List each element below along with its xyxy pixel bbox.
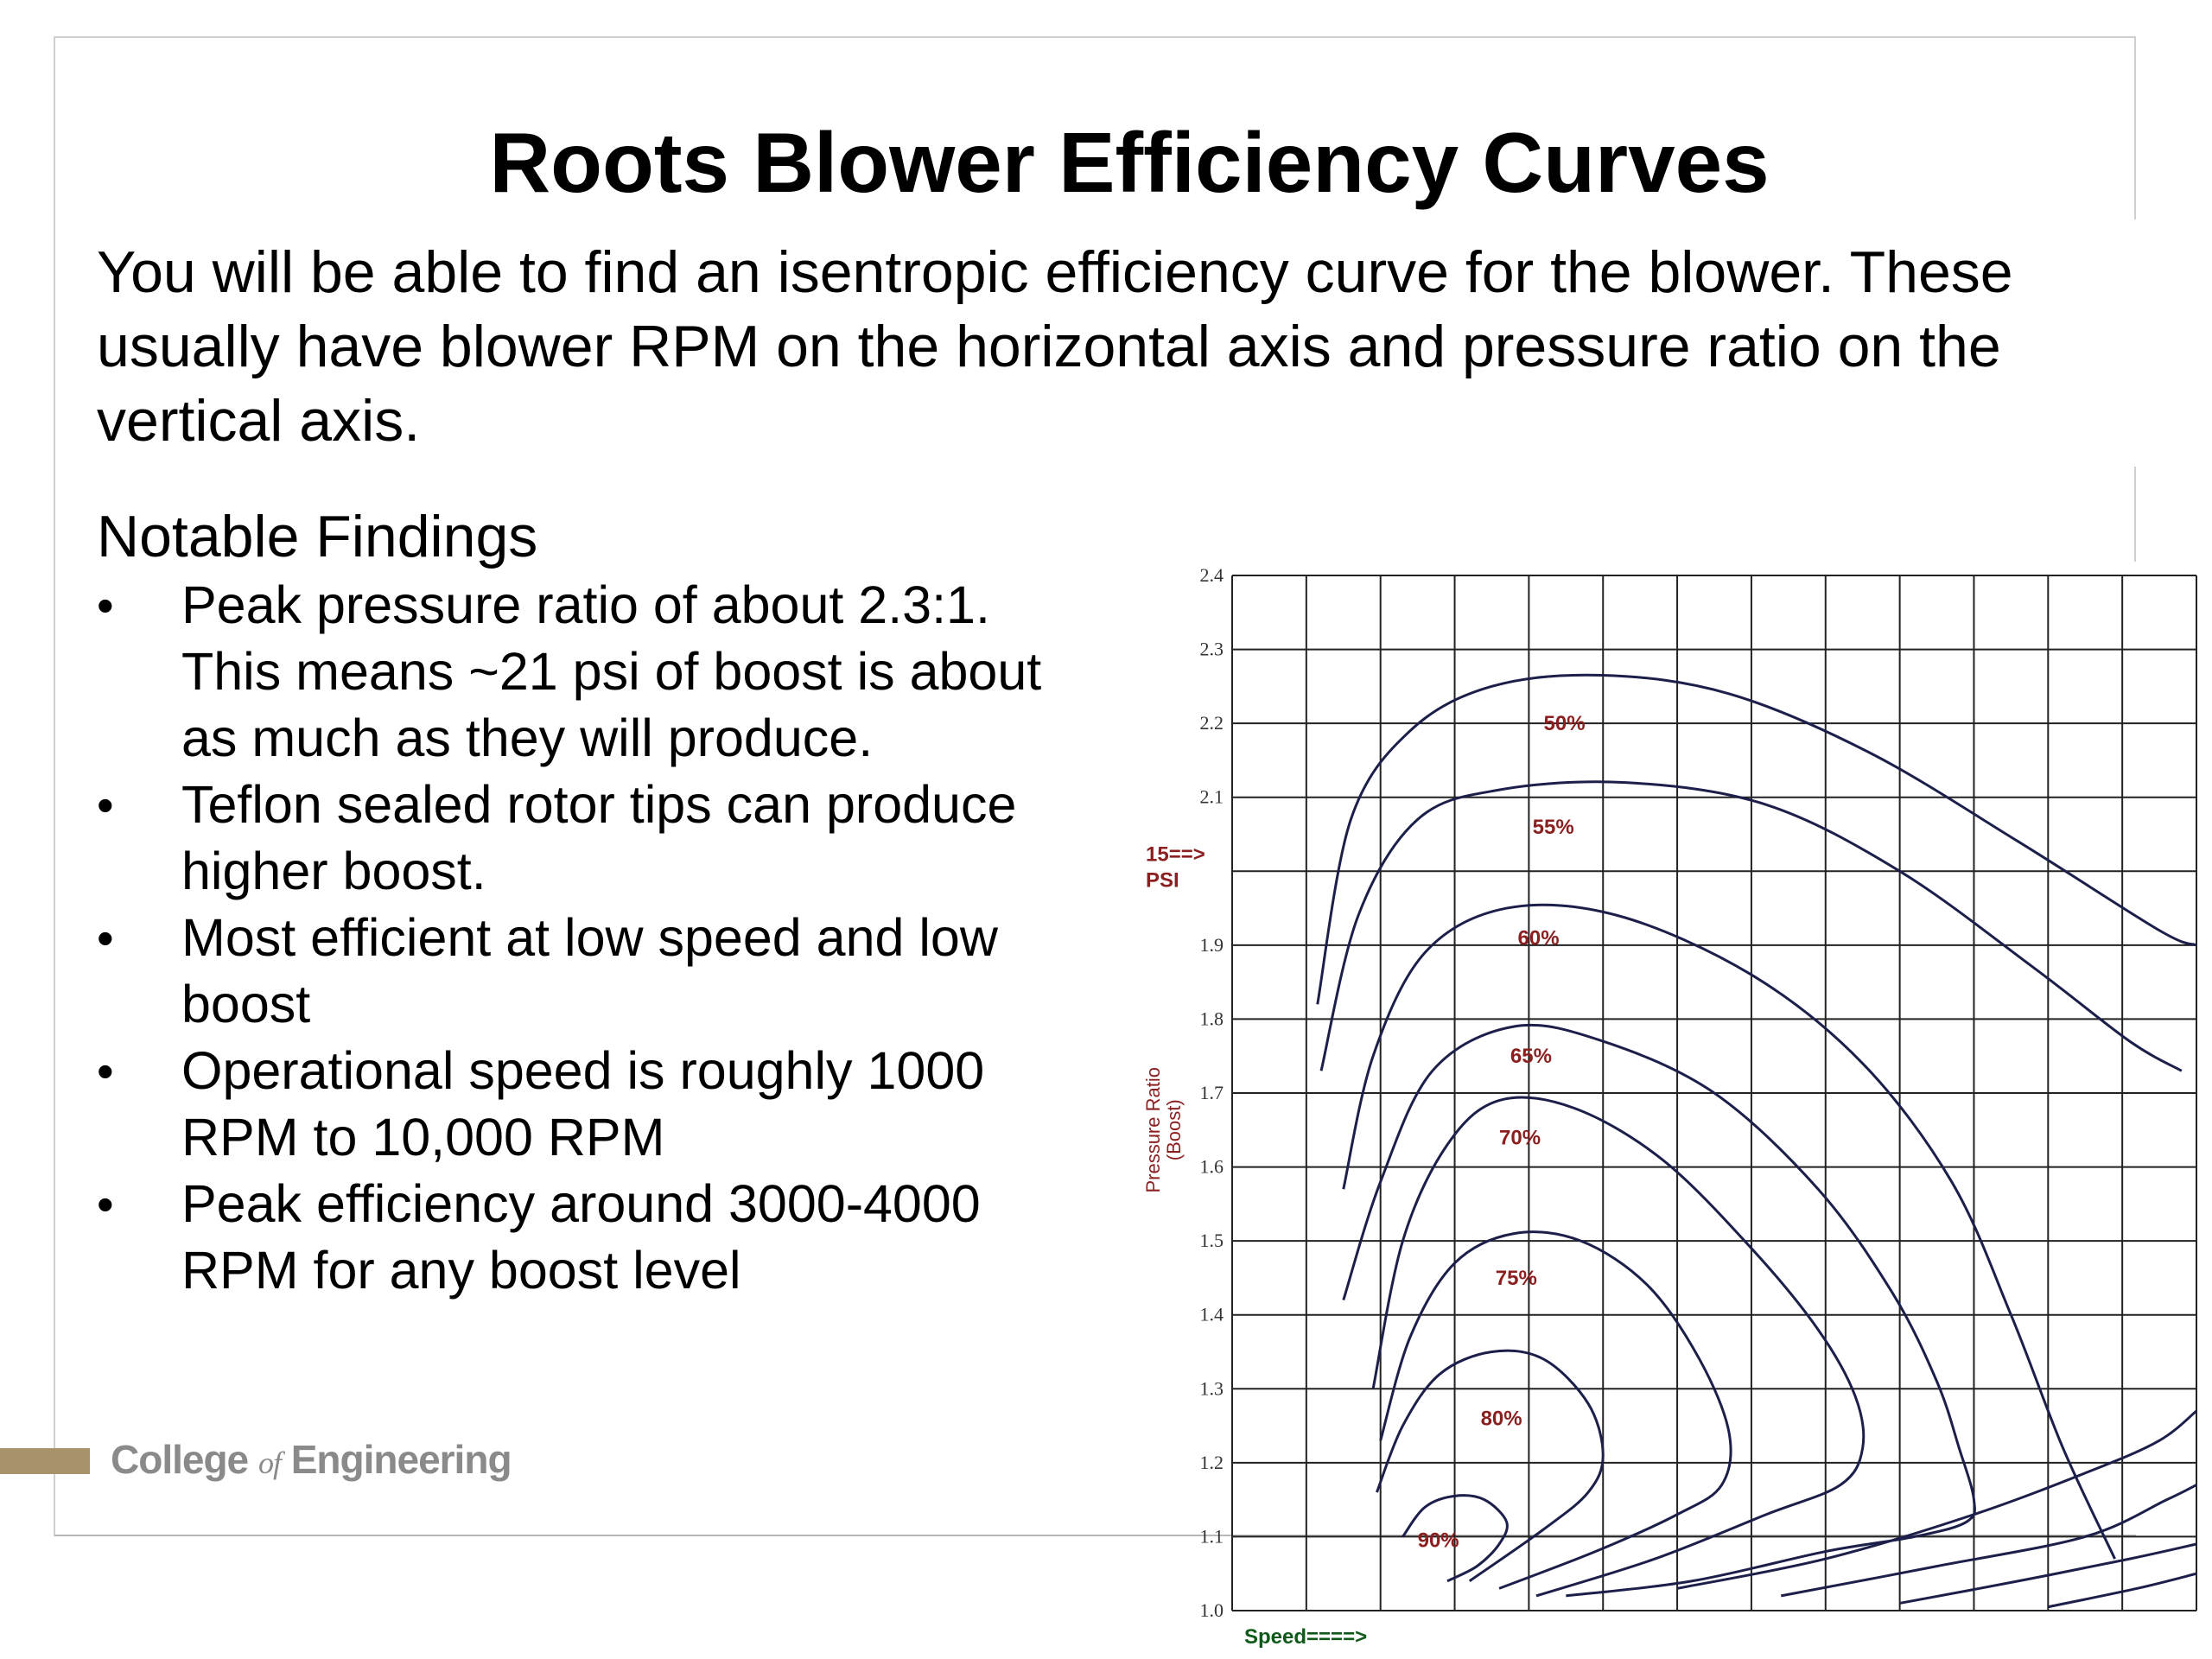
curve-label-65pct: 65% [1510,1045,1552,1069]
finding-line: RPM to 10,000 RPM [181,1108,665,1166]
bullet-icon: • [97,1177,114,1231]
finding-line: This means ~21 psi of boost is about [181,642,1042,701]
slide-frame-right-edge-lower [2134,467,2136,562]
y-tick-label: 1.2 [1199,1451,1224,1473]
curve-label-75pct: 75% [1495,1266,1537,1290]
bullet-icon: • [97,911,114,965]
logo-text-college: College [111,1437,258,1482]
slide-title: Roots Blower Efficiency Curves [489,115,1770,210]
curve-label-70pct: 70% [1499,1126,1541,1150]
footer-accent-bar [0,1448,90,1474]
y-tick-label: 2.1 [1199,785,1224,808]
finding-line: boost [181,975,311,1033]
y-tick-label: 2.4 [1199,564,1224,586]
finding-line: higher boost. [181,842,486,900]
findings-list [97,572,1134,1304]
bullet-icon: • [97,578,114,632]
bullet-icon: • [97,1044,114,1098]
y-tick-label: 1.3 [1199,1377,1224,1400]
curve-label-50pct: 50% [1543,712,1586,736]
y-tick-label: 1.7 [1199,1082,1224,1103]
chart-curves [1318,675,2196,1606]
finding-item [97,1038,1134,1171]
y-tick-label: 2.3 [1199,638,1224,660]
y-tick-label: 1.4 [1199,1303,1224,1325]
finding-line: Most efficient at low speed and low [181,908,998,967]
efficiency-curve-tail-9 [1781,1485,2196,1596]
curve-label-55pct: 55% [1532,815,1574,839]
y-tick-label: 1.6 [1199,1155,1224,1178]
chart-axis-labels [1142,564,1367,1649]
finding-line: as much as they will produce. [181,709,874,767]
finding-line: RPM for any boost level [181,1241,741,1300]
y-tick-label: 1.8 [1199,1007,1224,1030]
bullet-icon: • [97,778,114,832]
psi-annotation-line2: PSI [1146,868,1179,893]
y-axis-label: Pressure Ratio [1142,1067,1164,1193]
efficiency-curve-80pct [1376,1351,1603,1581]
x-axis-label: Speed====> [1244,1625,1368,1649]
efficiency-curve-50pct [1318,675,2196,1004]
curve-label-60pct: 60% [1517,926,1560,950]
curve-label-90pct: 90% [1417,1529,1459,1553]
finding-line: Peak pressure ratio of about 2.3:1. [181,575,990,634]
intro-paragraph: You will be able to find an isentropic efficiency curve for the blower. These usually have blower RPM on the horizontal axis and pressure ratio on the vertical axis. [97,239,2013,454]
y-tick-label: 2.2 [1199,712,1224,734]
y-tick-label: 1.0 [1199,1599,1224,1621]
psi-annotation-line1: 15==> [1146,842,1205,867]
college-logo [111,1436,512,1483]
chart-labels [1418,712,1586,1553]
y-tick-label: 1.9 [1199,933,1224,956]
efficiency-curve-65pct [1344,1025,1975,1596]
curve-label-80pct: 80% [1480,1407,1522,1431]
y-tick-label: 1.1 [1199,1525,1224,1548]
finding-line: Peak efficiency around 3000-4000 [181,1174,981,1233]
efficiency-curve-70pct [1373,1097,1864,1596]
y-axis-label-sub: (Boost) [1163,1099,1185,1161]
finding-item [97,1171,1134,1304]
finding-line: Teflon sealed rotor tips can produce [181,775,1017,834]
findings-heading: Notable Findings [97,504,538,569]
logo-text-engineering: Engineering [280,1437,512,1482]
logo-text-of: of [257,1446,281,1480]
y-tick-label: 1.5 [1199,1230,1224,1252]
finding-line: Operational speed is roughly 1000 [181,1041,985,1100]
finding-item [97,905,1134,1038]
finding-item [97,772,1134,905]
efficiency-chart-svg [1132,553,2212,1659]
efficiency-chart [1132,553,2212,1659]
finding-item [97,572,1134,772]
